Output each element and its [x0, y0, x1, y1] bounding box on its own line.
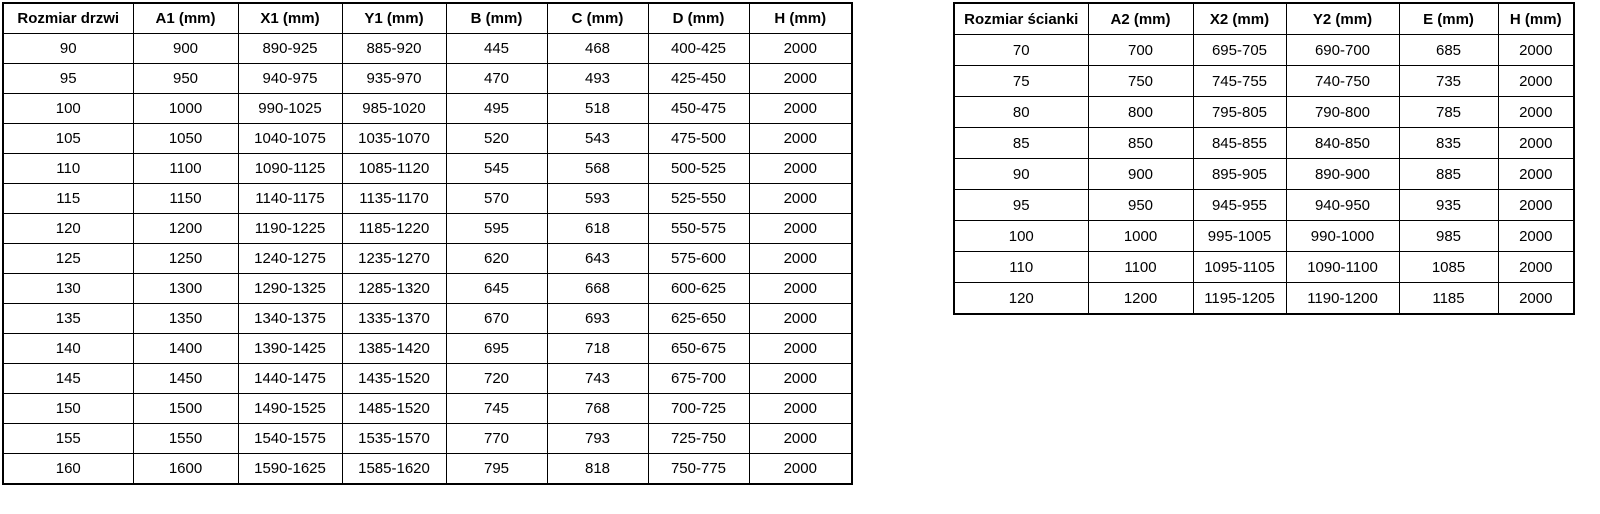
door-cell: 2000	[749, 244, 852, 274]
wall-cell: 785	[1399, 97, 1498, 128]
door-cell: 2000	[749, 334, 852, 364]
wall-cell: 110	[954, 252, 1088, 283]
wall-table-body	[954, 35, 1574, 315]
door-cell: 400-425	[648, 34, 749, 64]
door-cell: 1550	[133, 424, 238, 454]
wall-cell: 1190-1200	[1286, 283, 1399, 315]
door-cell: 950	[133, 64, 238, 94]
wall-cell: 1200	[1088, 283, 1193, 315]
wall-cell: 840-850	[1286, 128, 1399, 159]
door-table-row	[3, 394, 852, 424]
door-cell: 1300	[133, 274, 238, 304]
door-cell: 1150	[133, 184, 238, 214]
wall-cell: 1085	[1399, 252, 1498, 283]
door-cell: 593	[547, 184, 648, 214]
door-cell: 1400	[133, 334, 238, 364]
door-cell: 1485-1520	[342, 394, 446, 424]
door-cell: 985-1020	[342, 94, 446, 124]
wall-cell: 70	[954, 35, 1088, 66]
wall-table-row	[954, 159, 1574, 190]
door-cell: 425-450	[648, 64, 749, 94]
door-cell: 725-750	[648, 424, 749, 454]
door-cell: 1435-1520	[342, 364, 446, 394]
wall-table-row	[954, 221, 1574, 252]
door-cell: 545	[446, 154, 547, 184]
wall-column-header: Y2 (mm)	[1286, 3, 1399, 35]
door-cell: 470	[446, 64, 547, 94]
door-table-row	[3, 94, 852, 124]
door-cell: 1240-1275	[238, 244, 342, 274]
door-cell: 1335-1370	[342, 304, 446, 334]
door-cell: 1085-1120	[342, 154, 446, 184]
wall-cell: 120	[954, 283, 1088, 315]
door-cell: 140	[3, 334, 133, 364]
door-cell: 518	[547, 94, 648, 124]
door-table-row	[3, 214, 852, 244]
door-cell: 2000	[749, 424, 852, 454]
door-cell: 935-970	[342, 64, 446, 94]
door-cell: 1100	[133, 154, 238, 184]
door-cell: 1340-1375	[238, 304, 342, 334]
door-table-header	[3, 3, 852, 34]
door-cell: 90	[3, 34, 133, 64]
door-table-row	[3, 64, 852, 94]
door-table-row	[3, 364, 852, 394]
wall-size-table	[953, 2, 1575, 315]
wall-cell: 95	[954, 190, 1088, 221]
wall-cell: 850	[1088, 128, 1193, 159]
door-cell: 793	[547, 424, 648, 454]
door-cell: 885-920	[342, 34, 446, 64]
door-cell: 650-675	[648, 334, 749, 364]
door-cell: 645	[446, 274, 547, 304]
door-cell: 695	[446, 334, 547, 364]
door-cell: 2000	[749, 124, 852, 154]
wall-cell: 2000	[1498, 283, 1574, 315]
wall-cell: 935	[1399, 190, 1498, 221]
door-table-row	[3, 334, 852, 364]
door-table-body	[3, 34, 852, 485]
door-cell: 1450	[133, 364, 238, 394]
door-header-row	[3, 3, 852, 34]
wall-table-row	[954, 66, 1574, 97]
wall-cell: 940-950	[1286, 190, 1399, 221]
door-cell: 2000	[749, 34, 852, 64]
door-cell: 525-550	[648, 184, 749, 214]
door-cell: 160	[3, 454, 133, 485]
wall-cell: 895-905	[1193, 159, 1286, 190]
door-cell: 1285-1320	[342, 274, 446, 304]
wall-cell: 80	[954, 97, 1088, 128]
door-table-row	[3, 34, 852, 64]
wall-cell: 2000	[1498, 35, 1574, 66]
door-column-header: Y1 (mm)	[342, 3, 446, 34]
door-cell: 1140-1175	[238, 184, 342, 214]
door-cell: 743	[547, 364, 648, 394]
wall-cell: 1090-1100	[1286, 252, 1399, 283]
door-cell: 745	[446, 394, 547, 424]
door-cell: 1250	[133, 244, 238, 274]
door-size-table	[2, 2, 853, 485]
wall-cell: 1185	[1399, 283, 1498, 315]
door-cell: 475-500	[648, 124, 749, 154]
door-cell: 1490-1525	[238, 394, 342, 424]
door-cell: 818	[547, 454, 648, 485]
wall-cell: 995-1005	[1193, 221, 1286, 252]
door-cell: 150	[3, 394, 133, 424]
wall-cell: 685	[1399, 35, 1498, 66]
door-cell: 643	[547, 244, 648, 274]
door-cell: 105	[3, 124, 133, 154]
door-column-header: A1 (mm)	[133, 3, 238, 34]
door-cell: 468	[547, 34, 648, 64]
wall-cell: 735	[1399, 66, 1498, 97]
wall-cell: 835	[1399, 128, 1498, 159]
door-cell: 2000	[749, 454, 852, 485]
wall-cell: 750	[1088, 66, 1193, 97]
wall-cell: 950	[1088, 190, 1193, 221]
door-cell: 1600	[133, 454, 238, 485]
wall-cell: 740-750	[1286, 66, 1399, 97]
door-cell: 700-725	[648, 394, 749, 424]
door-cell: 940-975	[238, 64, 342, 94]
door-cell: 625-650	[648, 304, 749, 334]
wall-cell: 845-855	[1193, 128, 1286, 159]
wall-cell: 900	[1088, 159, 1193, 190]
door-cell: 2000	[749, 304, 852, 334]
wall-cell: 85	[954, 128, 1088, 159]
door-cell: 1535-1570	[342, 424, 446, 454]
wall-cell: 2000	[1498, 252, 1574, 283]
door-column-header: C (mm)	[547, 3, 648, 34]
wall-table-row	[954, 35, 1574, 66]
door-cell: 120	[3, 214, 133, 244]
wall-column-header: X2 (mm)	[1193, 3, 1286, 35]
wall-cell: 1195-1205	[1193, 283, 1286, 315]
wall-cell: 800	[1088, 97, 1193, 128]
door-cell: 675-700	[648, 364, 749, 394]
wall-cell: 985	[1399, 221, 1498, 252]
wall-cell: 945-955	[1193, 190, 1286, 221]
door-cell: 125	[3, 244, 133, 274]
door-cell: 1035-1070	[342, 124, 446, 154]
wall-header-row	[954, 3, 1574, 35]
wall-cell: 2000	[1498, 97, 1574, 128]
door-table-row	[3, 124, 852, 154]
door-cell: 95	[3, 64, 133, 94]
door-cell: 1350	[133, 304, 238, 334]
door-cell: 900	[133, 34, 238, 64]
door-column-header: D (mm)	[648, 3, 749, 34]
door-cell: 768	[547, 394, 648, 424]
door-cell: 130	[3, 274, 133, 304]
door-cell: 1090-1125	[238, 154, 342, 184]
door-cell: 600-625	[648, 274, 749, 304]
door-table-row	[3, 184, 852, 214]
door-cell: 2000	[749, 274, 852, 304]
door-cell: 1440-1475	[238, 364, 342, 394]
door-cell: 750-775	[648, 454, 749, 485]
door-cell: 1500	[133, 394, 238, 424]
wall-cell: 1100	[1088, 252, 1193, 283]
door-cell: 110	[3, 154, 133, 184]
wall-cell: 90	[954, 159, 1088, 190]
door-cell: 670	[446, 304, 547, 334]
door-cell: 1000	[133, 94, 238, 124]
door-cell: 450-475	[648, 94, 749, 124]
wall-column-header: H (mm)	[1498, 3, 1574, 35]
wall-column-header: A2 (mm)	[1088, 3, 1193, 35]
wall-table-row	[954, 128, 1574, 159]
wall-cell: 745-755	[1193, 66, 1286, 97]
door-cell: 720	[446, 364, 547, 394]
door-table-row	[3, 274, 852, 304]
door-column-header: X1 (mm)	[238, 3, 342, 34]
door-cell: 795	[446, 454, 547, 485]
door-cell: 445	[446, 34, 547, 64]
wall-cell: 695-705	[1193, 35, 1286, 66]
wall-table-row	[954, 283, 1574, 315]
door-cell: 990-1025	[238, 94, 342, 124]
door-cell: 2000	[749, 394, 852, 424]
door-cell: 570	[446, 184, 547, 214]
door-column-header: H (mm)	[749, 3, 852, 34]
door-cell: 100	[3, 94, 133, 124]
door-column-header: Rozmiar drzwi	[3, 3, 133, 34]
door-cell: 1200	[133, 214, 238, 244]
door-cell: 155	[3, 424, 133, 454]
door-cell: 620	[446, 244, 547, 274]
door-table-row	[3, 424, 852, 454]
door-cell: 493	[547, 64, 648, 94]
wall-cell: 690-700	[1286, 35, 1399, 66]
door-cell: 2000	[749, 214, 852, 244]
door-cell: 2000	[749, 94, 852, 124]
door-cell: 550-575	[648, 214, 749, 244]
door-cell: 2000	[749, 184, 852, 214]
wall-table-row	[954, 97, 1574, 128]
wall-table-row	[954, 190, 1574, 221]
door-cell: 1390-1425	[238, 334, 342, 364]
wall-table-row	[954, 252, 1574, 283]
door-cell: 1185-1220	[342, 214, 446, 244]
door-cell: 718	[547, 334, 648, 364]
wall-cell: 75	[954, 66, 1088, 97]
door-cell: 1235-1270	[342, 244, 446, 274]
door-cell: 1190-1225	[238, 214, 342, 244]
door-cell: 500-525	[648, 154, 749, 184]
wall-cell: 2000	[1498, 221, 1574, 252]
door-table-row	[3, 304, 852, 334]
door-cell: 145	[3, 364, 133, 394]
door-cell: 115	[3, 184, 133, 214]
door-cell: 693	[547, 304, 648, 334]
door-column-header: B (mm)	[446, 3, 547, 34]
door-cell: 135	[3, 304, 133, 334]
door-cell: 1540-1575	[238, 424, 342, 454]
wall-cell: 2000	[1498, 128, 1574, 159]
wall-cell: 700	[1088, 35, 1193, 66]
wall-cell: 1000	[1088, 221, 1193, 252]
door-cell: 770	[446, 424, 547, 454]
door-cell: 1385-1420	[342, 334, 446, 364]
wall-cell: 100	[954, 221, 1088, 252]
door-cell: 495	[446, 94, 547, 124]
wall-cell: 890-900	[1286, 159, 1399, 190]
wall-cell: 2000	[1498, 159, 1574, 190]
wall-cell: 795-805	[1193, 97, 1286, 128]
wall-cell: 1095-1105	[1193, 252, 1286, 283]
wall-cell: 2000	[1498, 190, 1574, 221]
door-cell: 1290-1325	[238, 274, 342, 304]
wall-cell: 2000	[1498, 66, 1574, 97]
door-table-row	[3, 454, 852, 485]
door-cell: 595	[446, 214, 547, 244]
wall-cell: 990-1000	[1286, 221, 1399, 252]
door-cell: 1590-1625	[238, 454, 342, 485]
door-cell: 2000	[749, 364, 852, 394]
door-cell: 520	[446, 124, 547, 154]
door-cell: 2000	[749, 64, 852, 94]
door-cell: 618	[547, 214, 648, 244]
door-cell: 1050	[133, 124, 238, 154]
wall-cell: 790-800	[1286, 97, 1399, 128]
door-cell: 668	[547, 274, 648, 304]
wall-table-header	[954, 3, 1574, 35]
wall-column-header: Rozmiar ścianki	[954, 3, 1088, 35]
wall-cell: 885	[1399, 159, 1498, 190]
door-cell: 1585-1620	[342, 454, 446, 485]
door-table-row	[3, 154, 852, 184]
door-table-row	[3, 244, 852, 274]
wall-column-header: E (mm)	[1399, 3, 1498, 35]
door-cell: 575-600	[648, 244, 749, 274]
door-cell: 543	[547, 124, 648, 154]
door-cell: 890-925	[238, 34, 342, 64]
door-cell: 1040-1075	[238, 124, 342, 154]
door-cell: 568	[547, 154, 648, 184]
door-cell: 1135-1170	[342, 184, 446, 214]
door-cell: 2000	[749, 154, 852, 184]
